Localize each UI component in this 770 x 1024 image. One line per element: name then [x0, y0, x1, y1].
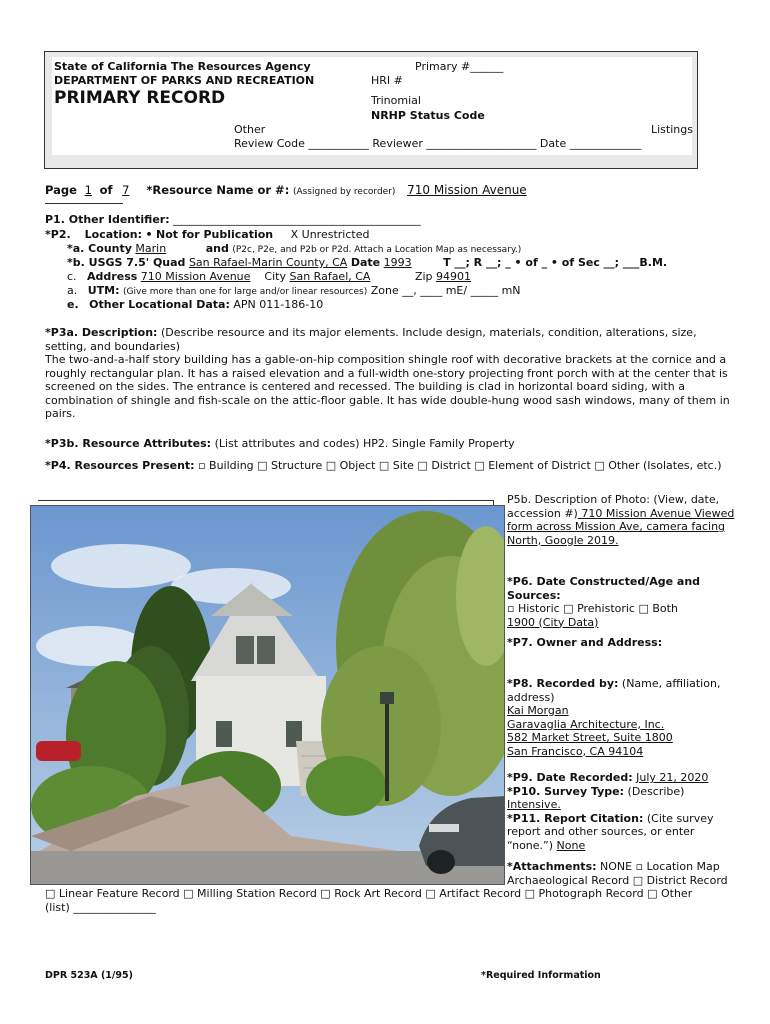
zip-value: 94901 — [436, 270, 472, 283]
p3b-text: (List attributes and codes) HP2. Single Family Property — [214, 437, 515, 450]
p2c-label: c. — [67, 270, 77, 283]
primary-number: Primary #______ — [415, 60, 504, 73]
of-label: of — [99, 183, 113, 197]
p2b-rest: T __; R __; _ • of _ • of Sec __; ___B.M. — [443, 256, 668, 269]
p2e-line — [67, 298, 323, 311]
survey-type: Intensive. — [507, 798, 561, 811]
recorder-street: 582 Market Street, Suite 1800 — [507, 731, 673, 744]
p7-block — [507, 636, 742, 650]
agency-line2: DEPARTMENT OF PARKS AND RECREATION — [54, 74, 315, 87]
p2-line: *P2. Location: • Not for Publication X Unrestricted — [45, 228, 370, 241]
p8-label: *P8. Recorded by: — [507, 677, 619, 690]
attachments-line1: NONE ▫ Location Map — [600, 860, 720, 873]
zip-label: Zip — [414, 270, 433, 283]
p11-hint: (Cite survey report and other sources, or enter “none.”) — [507, 811, 714, 852]
p1-blank: _____________________________________________ — [173, 213, 421, 226]
p11-label: *P11. Report Citation: — [507, 811, 644, 825]
resource-name: 710 Mission Avenue — [407, 183, 527, 197]
p2b-date-label: Date — [350, 256, 381, 269]
city-value: San Rafael, CA — [289, 270, 371, 283]
p2b-line — [67, 256, 667, 269]
p4-label: *P4. Resources Present: — [45, 459, 195, 472]
p9-label: *P9. Date Recorded: — [507, 771, 633, 784]
p6-label: *P6. Date Constructed/Age and Sources: — [507, 575, 701, 602]
p2-not-pub: Not for Publication — [156, 228, 274, 241]
p4-options: ▫ Building □ Structure □ Object □ Site □ District □ Element of District □ Other (Isolates, etc.) — [198, 459, 722, 472]
p6-value: 1900 (City Data) — [507, 615, 599, 629]
resource-label: *Resource Name or #: — [146, 183, 290, 197]
p1-line — [45, 213, 421, 226]
recorder-name: Kai Morgan — [507, 704, 569, 717]
attachments-label: *Attachments: — [507, 860, 597, 873]
attachments-line2: Archaeological Record □ District Record — [507, 873, 728, 887]
agency-line1: State of California The Resources Agency — [54, 60, 311, 73]
house-photo — [30, 505, 505, 885]
address-value: 710 Mission Avenue — [140, 270, 251, 283]
p5b-block — [507, 493, 742, 547]
date-recorded: July 21, 2020 — [636, 771, 709, 784]
p5b-label: P5b. Description of Photo: (View, date, accession #) — [507, 493, 720, 520]
p3a-description: The two-and-a-half story building has a gable-on-hip composition shingle roof with decorative brackets at the cornice and a roughly rectangular plan. It has a raised elevation and a full-width one-story projecting front porch with at the center that is screened on the sides. The entrance is centered and recessed. The building is clad in horizontal board siding, with a combination of shingle and fish-scale on the attic-floor gable. It has wide double-hung wood sash windows, many of them in pairs. — [45, 353, 730, 420]
county-value: Marin — [135, 242, 167, 255]
report-citation: None — [556, 838, 586, 852]
p1-label: P1. Other Identifier: — [45, 213, 170, 226]
attachments-line4: (list) _______________ — [45, 901, 156, 914]
attachments-block — [507, 860, 742, 887]
p3a-hint: (Describe resource and its major elements. Include design, materials, condition, alterations, size, setting, and boundaries) — [45, 326, 697, 353]
page-num: 1 — [84, 183, 92, 197]
page-rule — [45, 194, 123, 204]
p4-block — [45, 459, 740, 473]
p2e-label: e. — [67, 298, 79, 311]
p2-location: Location: — [84, 228, 142, 241]
utm-hint: (Give more than one for large and/or linear resources) — [123, 287, 368, 297]
p7-label: *P7. Owner and Address: — [507, 636, 663, 649]
city-label: City — [264, 270, 286, 283]
nrhp-status: NRHP Status Code — [371, 109, 485, 122]
p5b-value: 710 Mission Avenue Viewed form across Mission Ave, camera facing North, Google 2019. — [507, 506, 735, 547]
attachments-line3: □ Linear Feature Record □ Milling Station Record □ Rock Art Record □ Artifact Record □ Photograph Record □ Other — [45, 887, 693, 900]
quad-date: 1993 — [383, 256, 412, 269]
locational-label: Other Locational Data: — [89, 298, 230, 311]
p8-block — [507, 677, 742, 758]
p2a-line — [67, 242, 521, 255]
page-total: 7 — [122, 183, 130, 197]
utm-label: UTM: — [87, 284, 120, 297]
p2b-label: *b. USGS 7.5' Quad — [67, 256, 186, 269]
p2-label: *P2. — [45, 228, 71, 241]
recorder-firm: Garavaglia Architecture, Inc. — [507, 717, 665, 731]
p3a-label: *P3a. Description: — [45, 326, 158, 339]
p2d-line — [67, 284, 521, 297]
p2a-and: and — [205, 242, 229, 255]
p2-unrestricted: X Unrestricted — [290, 228, 370, 241]
other-label: Other — [234, 123, 266, 136]
quad-value: San Rafael-Marin County, CA — [188, 256, 348, 269]
utm-zone: Zone __, ____ mE/ _____ mN — [370, 284, 521, 297]
recorder-city: San Francisco, CA 94104 — [507, 744, 644, 758]
p2a-label: *a. County — [67, 242, 132, 255]
trinomial: Trinomial — [371, 94, 421, 107]
p10-hint: (Describe) — [627, 784, 685, 798]
p2a-hint: (P2c, P2e, and P2b or P2d. Attach a Location Map as necessary.) — [232, 245, 522, 255]
hri-number: HRI # — [371, 74, 403, 87]
p3b-line — [45, 437, 515, 450]
p3b-label: *P3b. Resource Attributes: — [45, 437, 212, 450]
resource-hint: (Assigned by recorder) — [292, 187, 396, 197]
p6-options: ▫ Historic □ Prehistoric □ Both — [507, 602, 678, 615]
address-label: Address — [87, 270, 138, 283]
house-photo-svg — [31, 506, 505, 885]
p3a-block — [45, 326, 740, 421]
p8-hint: (Name, affiliation, address) — [507, 677, 721, 704]
apn-value: APN 011-186-10 — [233, 298, 324, 311]
page-label: Page — [45, 183, 77, 197]
required-info: *Required Information — [481, 970, 601, 981]
form-number: DPR 523A (1/95) — [45, 970, 133, 981]
page-title: PRIMARY RECORD — [54, 88, 226, 108]
p9-block — [507, 771, 742, 852]
listings-label: Listings — [651, 123, 693, 136]
review-line: Review Code ___________ Reviewer ____________________ Date _____________ — [234, 137, 642, 150]
p2d-label: a. — [67, 284, 78, 297]
p2c-line — [67, 270, 509, 283]
p6-block — [507, 575, 742, 629]
p10-label: *P10. Survey Type: — [507, 784, 625, 798]
